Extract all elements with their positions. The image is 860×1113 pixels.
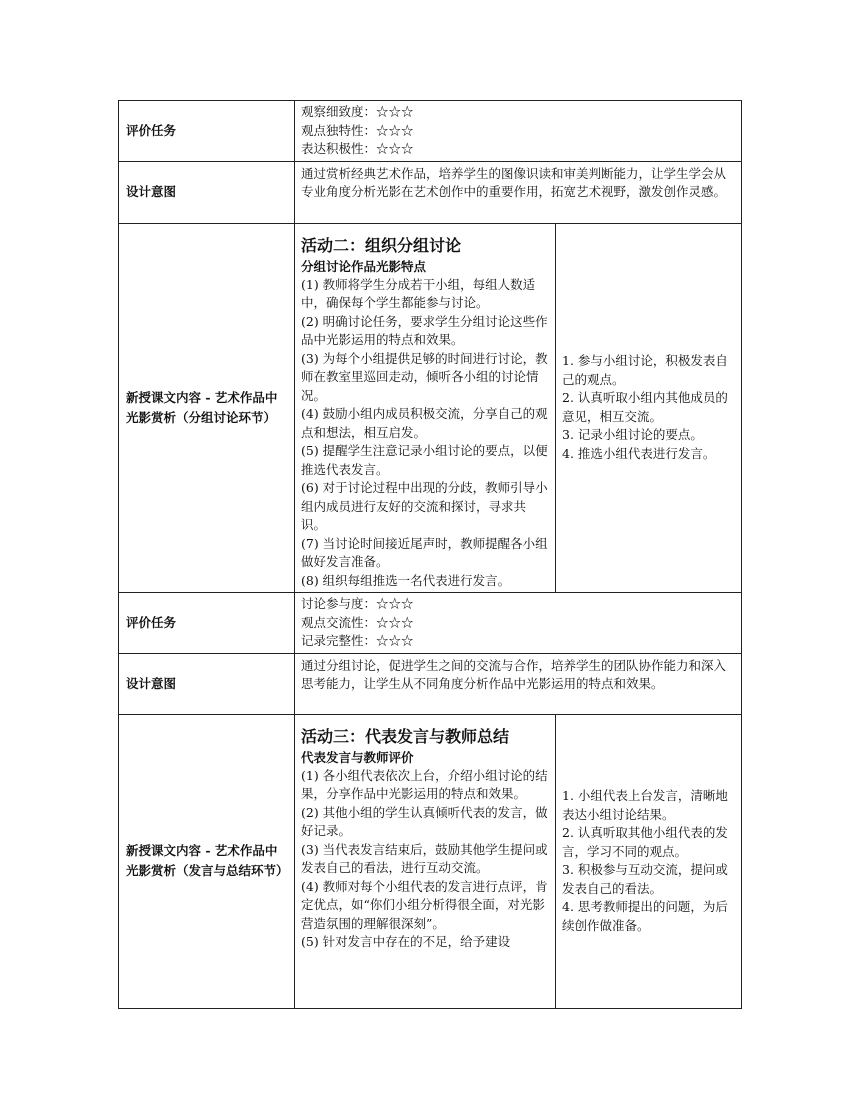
- activity-3-content: [295, 714, 556, 1008]
- student-action: 4. 思考教师提出的问题，为后续创作做准备。: [562, 899, 728, 933]
- activity-step: (2) 明确讨论任务，要求学生分组讨论这些作品中光影运用的特点和效果。: [301, 313, 548, 347]
- eval-item: 讨论参与度：☆☆☆: [301, 596, 414, 611]
- student-actions-3: [556, 714, 742, 1008]
- activity-3-row: [119, 714, 742, 1008]
- eval-task-label: 评价任务: [119, 593, 295, 654]
- activity-step: (6) 对于讨论过程中出现的分歧，教师引导小组内成员进行友好的交流和探讨，寻求共识。: [301, 480, 548, 532]
- design-intent-label: 设计意图: [119, 653, 295, 714]
- eval-task-items: [295, 593, 742, 654]
- design-intent-text: 通过分组讨论，促进学生之间的交流与合作，培养学生的团队协作能力和深入思考能力，让学生从不同角度分析作品中光影运用的特点和效果。: [295, 653, 742, 714]
- activity-step: (8) 组织每组推选一名代表进行发言。: [301, 572, 511, 588]
- activity-3-subtitle: 代表发言与教师评价: [301, 749, 414, 765]
- activity-3-title: 活动三：代表发言与教师总结: [301, 726, 510, 746]
- design-intent-label: 设计意图: [119, 161, 295, 223]
- eval-task-items: [295, 101, 742, 162]
- lesson-plan-table: [118, 100, 742, 1009]
- activity-2-subtitle: 分组讨论作品光影特点: [301, 258, 427, 274]
- design-intent-text: 通过赏析经典艺术作品，培养学生的图像识读和审美判断能力，让学生学会从专业角度分析光影在艺术创作中的重要作用，拓宽艺术视野，激发创作灵感。: [295, 161, 742, 223]
- activity-step: (3) 当代表发言结束后，鼓励其他学生提问或发表自己的看法，进行互动交流。: [301, 841, 548, 875]
- activity-step: (7) 当讨论时间接近尾声时，教师提醒各小组做好发言准备。: [301, 535, 548, 569]
- activity-step: (1) 各小组代表依次上台，介绍小组讨论的结果，分享作品中光影运用的特点和效果。: [301, 767, 548, 801]
- eval-item: 表达积极性：☆☆☆: [301, 141, 414, 156]
- student-action: 2. 认真听取其他小组代表的发言，学习不同的观点。: [562, 825, 728, 859]
- eval-task-row-2: [119, 593, 742, 654]
- section-2-label: 新授课文内容 - 艺术作品中光影赏析（分组讨论环节）: [119, 223, 295, 593]
- activity-step: (5) 提醒学生注意记录小组讨论的要点，以便推选代表发言。: [301, 443, 548, 477]
- activity-2-content: [295, 223, 556, 593]
- eval-item: 观点独特性：☆☆☆: [301, 122, 414, 138]
- student-action: 1. 参与小组讨论，积极发表自己的观点。: [562, 353, 728, 387]
- eval-item: 观点交流性：☆☆☆: [301, 614, 414, 630]
- activity-step: (3) 为每个小组提供足够的时间进行讨论，教师在教室里巡回走动，倾听各小组的讨论情况。: [301, 350, 548, 403]
- design-intent-row-2: [119, 653, 742, 714]
- eval-item: 观察细致度：☆☆☆: [301, 104, 414, 119]
- activity-step: (1) 教师将学生分成若干小组，每组人数适中，确保每个学生都能参与讨论。: [301, 276, 536, 310]
- student-action: 4. 推选小组代表进行发言。: [562, 445, 716, 461]
- section-3-label: 新授课文内容 - 艺术作品中光影赏析（发言与总结环节）: [119, 714, 295, 1008]
- student-action: 2. 认真听取小组内其他成员的意见，相互交流。: [562, 390, 728, 424]
- eval-item: 记录完整性：☆☆☆: [301, 633, 414, 648]
- student-action: 3. 积极参与互动交流，提问或发表自己的看法。: [562, 862, 728, 896]
- activity-step: (2) 其他小组的学生认真倾听代表的发言，做好记录。: [301, 804, 548, 838]
- eval-task-row-1: [119, 101, 742, 162]
- student-actions-2: [556, 223, 742, 593]
- activity-2-row: [119, 223, 742, 593]
- activity-2-title: 活动二：组织分组讨论: [301, 235, 462, 255]
- eval-task-label: 评价任务: [119, 101, 295, 162]
- activity-step: (4) 鼓励小组内成员积极交流，分享自己的观点和想法，相互启发。: [301, 406, 548, 440]
- design-intent-row-1: [119, 161, 742, 223]
- student-action: 1. 小组代表上台发言，清晰地表达小组讨论结果。: [562, 788, 728, 822]
- activity-step: (4) 教师对每个小组代表的发言进行点评，肯定优点，如“你们小组分析得很全面，对光影营造氛围的理解很深刻”。: [301, 878, 548, 931]
- activity-step: (5) 针对发言中存在的不足，给予建设: [301, 934, 511, 949]
- student-action: 3. 记录小组讨论的要点。: [562, 427, 703, 443]
